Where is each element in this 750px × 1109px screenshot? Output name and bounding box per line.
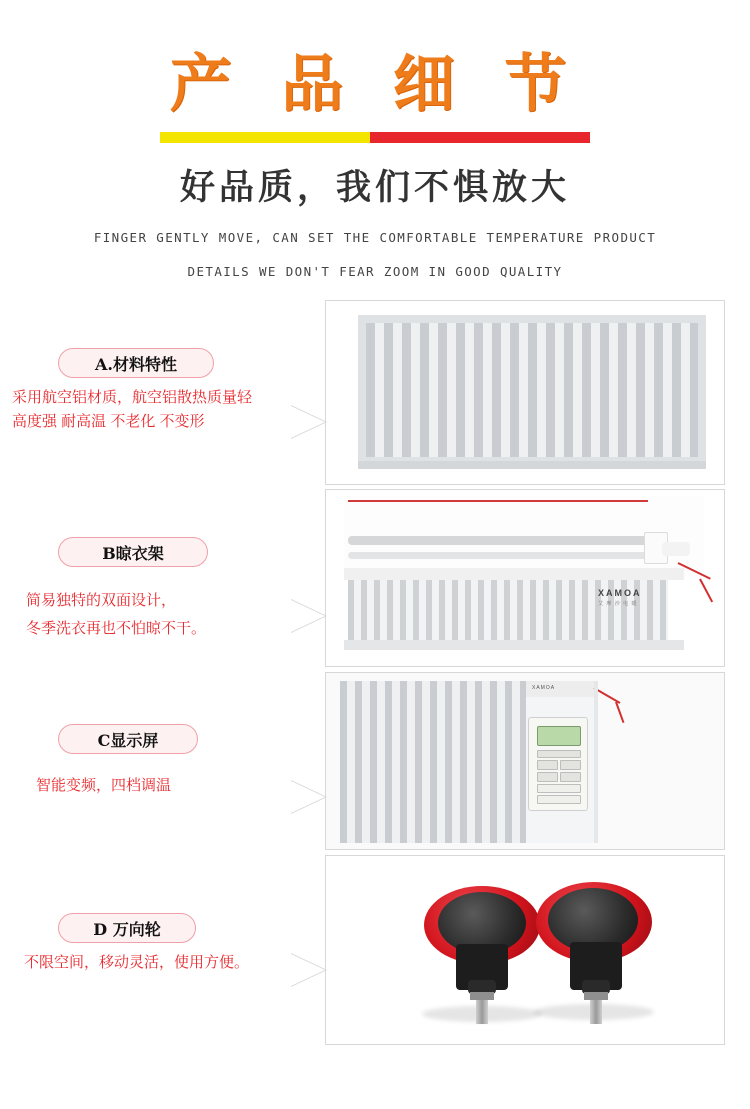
caster-left [422, 884, 546, 1024]
section-a-desc-line2: 高度强 耐高温 不老化 不变形 [12, 413, 205, 430]
english-tagline-line2: DETAILS WE DON'T FEAR ZOOM IN GOOD QUALITY [187, 264, 563, 279]
section-b-brand: XAMOA [598, 588, 642, 598]
section-b-brand-sub: 艾 摩 沙 电 暖 [598, 601, 638, 607]
section-d-desc-line1: 不限空间，移动灵活，使用方便。 [24, 954, 250, 971]
section-d-badge-label: D 万向轮 [93, 919, 161, 939]
controller-button[interactable] [560, 772, 581, 782]
section-d-image [325, 855, 725, 1045]
section-a-image [325, 300, 725, 485]
controller-display [537, 726, 581, 746]
section-b-desc-line1: 简易独特的双面设计， [26, 592, 177, 609]
section-a-badge [58, 348, 214, 378]
controller-button[interactable] [537, 772, 558, 782]
controller-panel [528, 717, 588, 811]
page-title: 产 品 细 节 [169, 47, 581, 120]
page-subtitle: 好品质，我们不惧放大 [179, 167, 570, 208]
section-c-badge-label: C显示屏 [97, 730, 159, 750]
section-c-image: XAMOA [325, 672, 725, 850]
divider-bar-yellow [160, 132, 370, 143]
section-a-badge-label: A.材料特性 [95, 354, 177, 374]
section-c [0, 672, 750, 850]
divider-bar-red [370, 132, 590, 143]
section-b-desc-line2: 冬季洗衣再也不怕晾不干。 [26, 620, 207, 637]
section-b-badge [58, 537, 208, 567]
section-b [0, 489, 750, 667]
section-b-badge-label: B晾衣架 [102, 543, 164, 563]
controller-button[interactable] [560, 760, 581, 770]
english-tagline-line1: FINGER GENTLY MOVE, CAN SET THE COMFORTABLE TEMPERATURE PRODUCT [93, 230, 657, 245]
section-c-badge [58, 724, 198, 754]
section-d [0, 855, 750, 1045]
section-d-badge [58, 913, 196, 943]
section-c-desc-line1: 智能变频，四档调温 [36, 777, 172, 794]
section-a [0, 300, 750, 485]
caster-right [534, 880, 658, 1026]
section-a-desc-line1: 采用航空铝材质，航空铝散热质量轻 [12, 389, 253, 406]
section-b-image [325, 489, 725, 667]
controller-button[interactable] [537, 760, 558, 770]
